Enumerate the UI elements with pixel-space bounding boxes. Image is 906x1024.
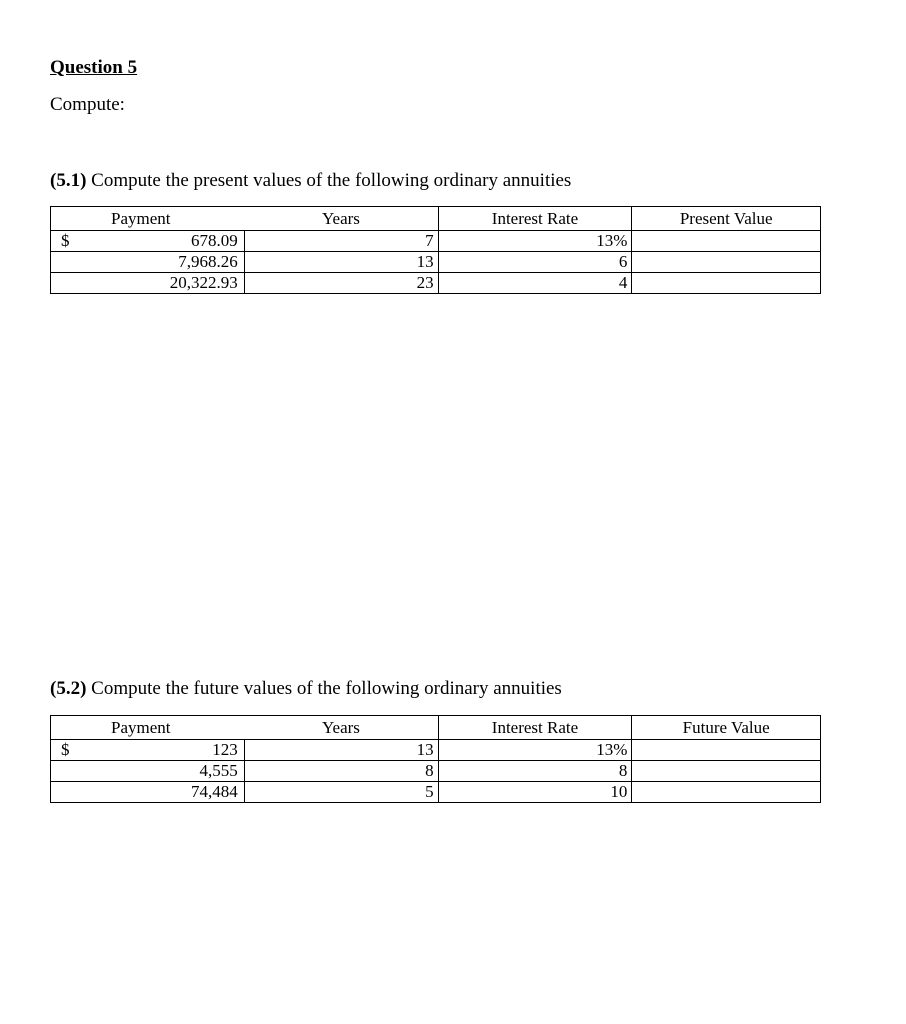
interest-rate-cell: 13% <box>438 740 632 761</box>
table-row <box>51 231 821 252</box>
payment-cell <box>51 740 245 761</box>
section-5-1-title <box>50 170 571 192</box>
payment-value: 123 <box>212 740 238 759</box>
future-value-cell[interactable] <box>632 761 821 782</box>
payment-header: Payment <box>51 716 245 740</box>
years-header: Years <box>244 207 438 231</box>
section-number: (5.1) <box>50 170 87 191</box>
payment-cell <box>51 761 245 782</box>
payment-value: 678.09 <box>191 231 238 250</box>
years-header: Years <box>244 716 438 740</box>
currency-symbol: $ <box>61 740 70 759</box>
future-value-header: Future Value <box>632 716 821 740</box>
question-heading: Question 5 <box>50 57 138 78</box>
years-cell: 8 <box>244 761 438 782</box>
future-value-cell[interactable] <box>632 740 821 761</box>
interest-rate-cell: 8 <box>438 761 632 782</box>
section-5-2-title <box>50 678 562 700</box>
payment-cell <box>51 782 245 803</box>
years-cell: 13 <box>244 252 438 273</box>
payment-header: Payment <box>51 207 245 231</box>
present-value-cell[interactable] <box>632 273 821 294</box>
interest-rate-cell: 4 <box>438 273 632 294</box>
payment-value: 20,322.93 <box>169 273 238 292</box>
section-text: Compute the present values of the following ordinary annuities <box>91 170 572 191</box>
table-row <box>51 761 821 782</box>
payment-cell <box>51 252 245 273</box>
payment-cell <box>51 273 245 294</box>
present-value-table <box>50 206 821 294</box>
years-cell: 23 <box>244 273 438 294</box>
table-row <box>51 740 821 761</box>
payment-cell <box>51 231 245 252</box>
table-header-row <box>51 716 821 740</box>
payment-value: 4,555 <box>199 761 238 780</box>
future-value-cell[interactable] <box>632 782 821 803</box>
table-row <box>51 782 821 803</box>
question-intro: Compute: <box>50 94 125 115</box>
section-number: (5.2) <box>50 678 87 699</box>
present-value-cell[interactable] <box>632 252 821 273</box>
interest-rate-header: Interest Rate <box>438 716 632 740</box>
years-cell: 13 <box>244 740 438 761</box>
present-value-header: Present Value <box>632 207 821 231</box>
interest-rate-cell: 10 <box>438 782 632 803</box>
table-header-row <box>51 207 821 231</box>
payment-value: 7,968.26 <box>178 252 238 271</box>
present-value-cell[interactable] <box>632 231 821 252</box>
future-value-table <box>50 715 821 803</box>
interest-rate-cell: 6 <box>438 252 632 273</box>
table-row <box>51 252 821 273</box>
interest-rate-cell: 13% <box>438 231 632 252</box>
table-row <box>51 273 821 294</box>
payment-value: 74,484 <box>191 782 238 801</box>
years-cell: 5 <box>244 782 438 803</box>
currency-symbol: $ <box>61 231 70 250</box>
years-cell: 7 <box>244 231 438 252</box>
section-text: Compute the future values of the following ordinary annuities <box>91 678 562 699</box>
interest-rate-header: Interest Rate <box>438 207 632 231</box>
